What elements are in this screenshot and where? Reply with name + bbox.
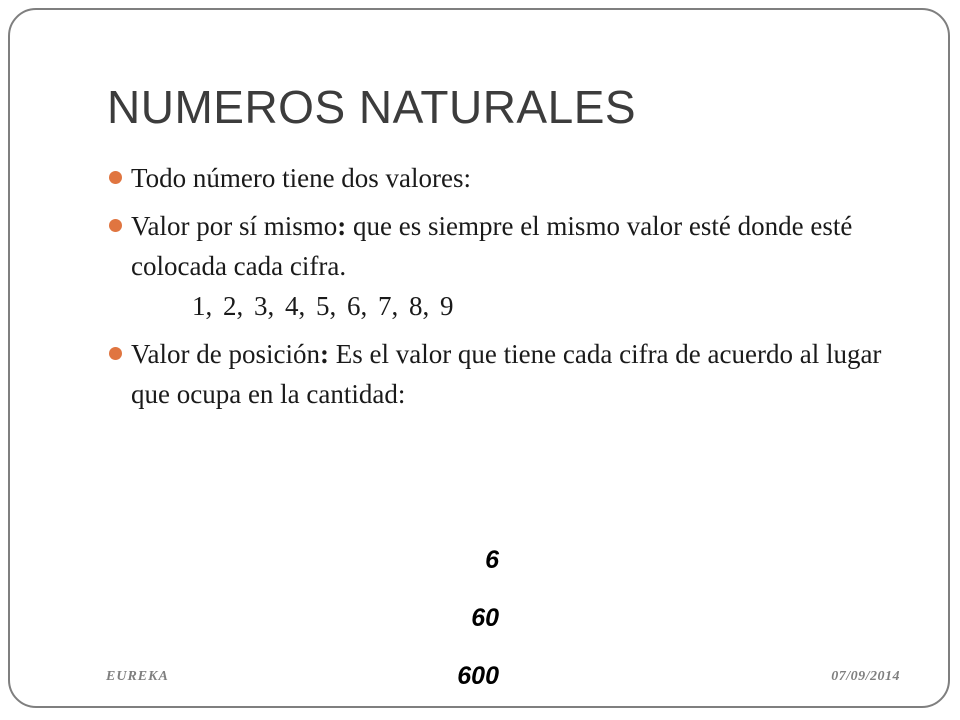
bullet-body: que es siempre el mismo valor esté donde esté colocada cada cifra.	[131, 211, 853, 281]
bullet-text: Todo número tiene dos valores:	[131, 163, 472, 193]
slide-title: NUMEROS NATURALES	[107, 81, 637, 133]
bullet-item-own-value	[107, 206, 887, 326]
bullet-list	[107, 158, 887, 414]
bullet-item-position-value	[107, 334, 887, 414]
bullet-body: Es el valor que tiene cada cifra de acuerdo al lugar que ocupa en la cantidad:	[131, 339, 882, 409]
bullet-text	[131, 334, 887, 414]
bullet-lead: Valor de posición	[131, 339, 320, 369]
bullet-text	[131, 206, 887, 286]
example-number-6: 6	[485, 546, 499, 574]
bullet-dot-icon	[109, 171, 122, 184]
bullet-lead: Valor por sí mismo	[131, 211, 338, 241]
bullet-item-two-values	[107, 158, 887, 198]
bullet-dot-icon	[109, 347, 122, 360]
footer-date: 07/09/2014	[831, 669, 900, 684]
example-number-60: 60	[471, 604, 499, 632]
bullet-colon: :	[337, 211, 347, 241]
example-number-600: 600	[457, 662, 499, 690]
bullet-colon: :	[319, 339, 329, 369]
footer-brand: EUREKA	[106, 669, 169, 684]
bullet-dot-icon	[109, 219, 122, 232]
digits-row: 1, 2, 3, 4, 5, 6, 7, 8, 9	[192, 291, 454, 321]
